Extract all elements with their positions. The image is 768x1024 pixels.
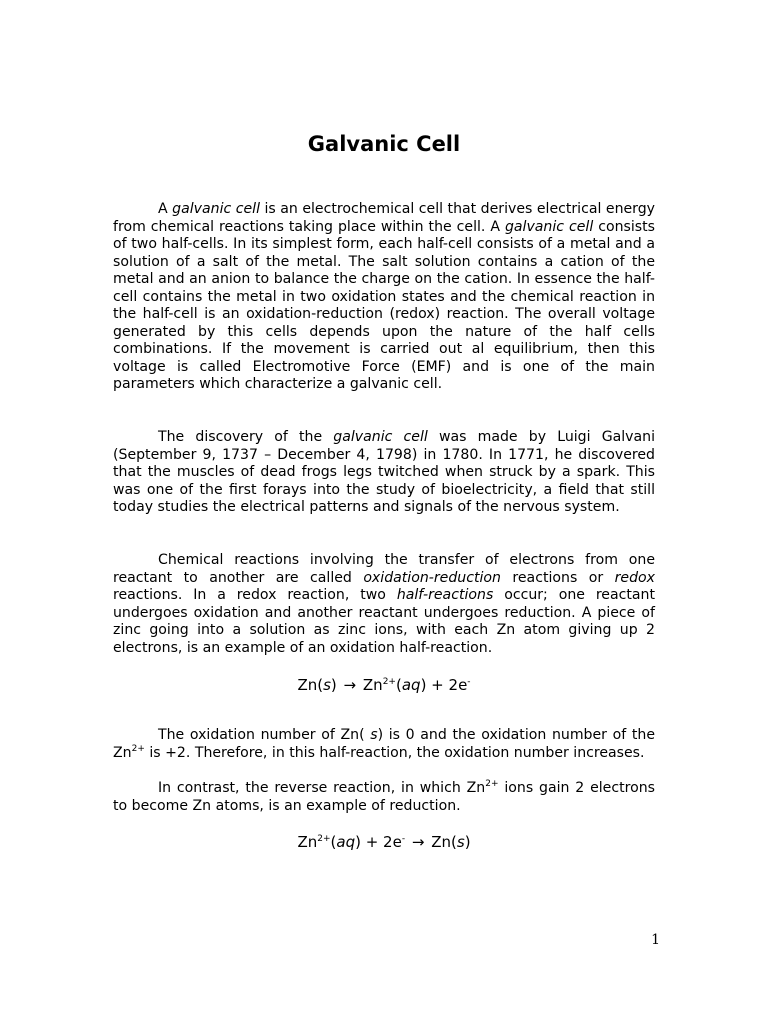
paragraph-galvani-discovery <box>113 429 655 517</box>
eq-text: ) <box>464 833 471 851</box>
document-title: Galvanic Cell <box>307 132 461 156</box>
eq-charge: - <box>467 677 471 687</box>
eq-text: ( <box>330 833 337 851</box>
page-number: 1 <box>651 932 660 948</box>
text-run: In contrast, the reverse reaction, in which Zn <box>158 780 486 796</box>
emphasis-term: s <box>370 727 378 743</box>
emphasis-term: galvanic cell <box>504 218 594 235</box>
text-run: A <box>158 201 173 217</box>
text-run: reactions. In a redox reaction, two <box>113 587 397 604</box>
eq-text: Zn( <box>431 833 457 851</box>
eq-text: ( <box>395 676 402 694</box>
emphasis-term: half-reactions <box>396 587 494 604</box>
equation-oxidation <box>0 675 768 695</box>
text-run: Chemical reactions involving the transfer of electrons from one reactant to another are called <box>113 552 655 586</box>
eq-text: Zn( <box>297 676 324 694</box>
text-run: was made by Luigi Galvani (September 9, 1737 – December 4, 1798) in 1780. In 1771, he discovered that the muscles of dead frogs legs twitched when struck by a spark. This was one of the first forays into the study of bioelectricity, a field that still today studies the electrical patterns and signals of the nervous system. <box>113 429 655 516</box>
paragraph-oxidation-number <box>113 727 655 762</box>
emphasis-term: redox <box>614 569 655 586</box>
text-run: ions gain 2 electrons to become Zn atoms, is an example of reduction. <box>113 780 655 814</box>
eq-charge: - <box>401 834 406 844</box>
reaction-arrow: → <box>411 833 425 851</box>
emphasis-term: galvanic cell <box>172 201 260 217</box>
eq-text: Zn <box>362 676 383 694</box>
eq-state: aq <box>336 833 356 851</box>
reaction-arrow: → <box>343 676 357 694</box>
eq-text: ) + 2e <box>420 676 468 694</box>
text-run: The discovery of the <box>158 429 334 445</box>
eq-state: s <box>456 833 465 851</box>
eq-text: ) + 2e <box>355 833 402 851</box>
eq-charge: 2+ <box>317 834 331 844</box>
paragraph-galvanic-cell-definition <box>113 201 655 394</box>
eq-charge: 2+ <box>382 677 396 687</box>
text-run: is an electrochemical cell that derives electrical energy from chemical reactions taking place within the cell. A <box>113 201 656 235</box>
equation-reduction <box>0 832 768 852</box>
text-run: reactions or <box>500 569 615 586</box>
paragraph-reduction <box>113 780 655 815</box>
emphasis-term: oxidation-reduction <box>363 569 501 586</box>
emphasis-term: galvanic cell <box>333 429 428 445</box>
text-run: occur; one reactant undergoes oxidation and another reactant undergoes reduction. A piece of zinc going into a solution as zinc ions, with each Zn atom giving up 2 electrons, is an example of an oxidation half-reaction. <box>113 587 655 656</box>
text-run: ) is 0 and the oxidation number of the Zn <box>113 727 655 761</box>
charge-superscript: 2+ <box>131 743 145 754</box>
eq-state: s <box>323 676 331 694</box>
text-run: is +2. Therefore, in this half-reaction, the oxidation number increases. <box>144 744 645 761</box>
eq-text: ) <box>330 676 337 694</box>
text-run: consists of two half-cells. In its simplest form, each half-cell consists of a metal and a solution of a salt of the metal. The salt solution contains a cation of the metal and an anion to balance the charge on the cation. In essence the half-cell contains the metal in two oxidation states and the chemical reaction in the half-cell is an oxidation-reduction (redox) reaction. The overall voltage generated by this cells depends upon the nature of the half cells combinations. If the movement is carried out al equilibrium, then this voltage is called Electromotive Force (EMF) and is one of the main parameters which characterize a galvanic cell. <box>113 218 655 393</box>
eq-text: Zn <box>297 833 318 851</box>
charge-superscript: 2+ <box>485 779 499 789</box>
eq-state: aq <box>401 676 421 694</box>
paragraph-redox-reactions <box>113 552 655 657</box>
text-run: The oxidation number of Zn( <box>158 727 371 743</box>
